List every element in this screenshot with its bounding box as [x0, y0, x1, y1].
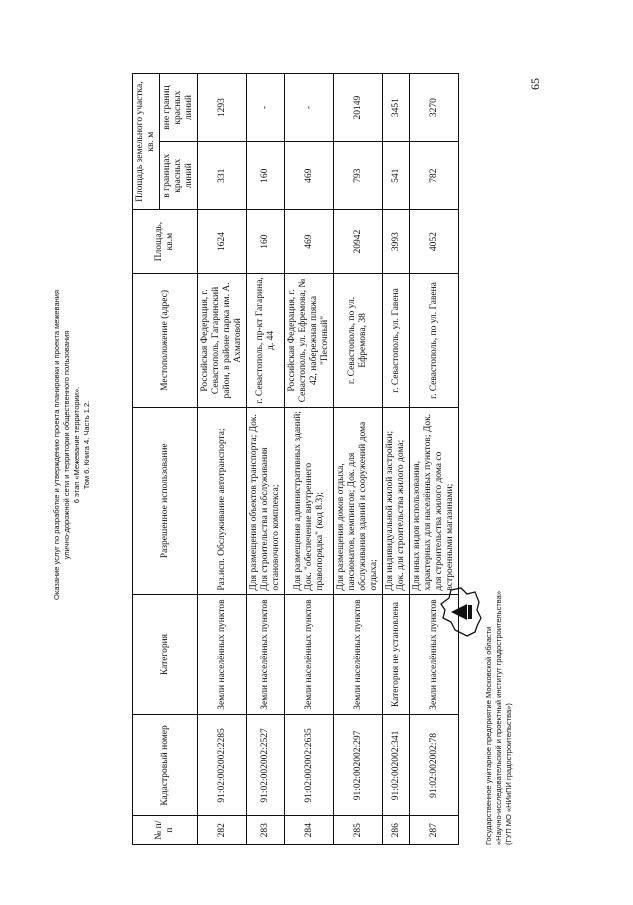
header-line: улично-дорожной сети и территории общественного пользования: [62, 330, 71, 560]
header-area-plot: Площадь земельного участка, кв. м: [133, 74, 160, 210]
cell-cadastral: 91:02:002002:341: [383, 715, 410, 816]
header-area: Площадь, кв.м: [133, 210, 198, 274]
document-footer: [484, 591, 514, 845]
cell-area: 3993: [383, 210, 410, 274]
cell-within: 541: [383, 142, 410, 210]
header-line: 6 этап «Межевание территории».: [72, 386, 81, 504]
cell-cadastral: 91:02:002002:2527: [247, 715, 285, 816]
cell-location: Российская Федерация, г. Севастополь, ул. Ефремова, № 42, набережная пляжа "Песочный": [285, 273, 334, 407]
table-row: [410, 74, 459, 845]
header-line: Оказание услуг по разработке и утверждению проекта планировки и проекта межевания: [52, 289, 61, 601]
cell-num: 282: [198, 816, 247, 845]
cell-permitted-use: Для размещения административных зданий; Док. "обеспечение внутреннего правопорядка" (код 8.3);: [285, 407, 334, 594]
cell-category: Категория не установлена: [383, 594, 410, 715]
cell-outside: 3451: [383, 74, 410, 142]
cell-category: Земли населённых пунктов: [334, 594, 383, 715]
cell-area: 20942: [334, 210, 383, 274]
table-row: [247, 74, 285, 845]
header-category: Категория: [133, 594, 198, 715]
cell-permitted-use: Для индивидуальной жилой застройки; Док. для строительства жилого дома;: [383, 407, 410, 594]
cell-cadastral: 91:02:002002:78: [410, 715, 459, 816]
footer-line: «Научно-исследовательский и проектный институт градостроительства»: [494, 591, 503, 845]
cell-cadastral: 91:02:002002:2285: [198, 715, 247, 816]
cell-outside: 3270: [410, 74, 459, 142]
cell-permitted-use: Для размещения домов отдыха, пансионатов, кемпингов; Док. для обслуживания зданий и сооружений дома отдыха;: [334, 407, 383, 594]
parcels-table: [132, 73, 459, 845]
table-row: [383, 74, 410, 845]
header-line: Том 6. Книга 4. Часть 1.2.: [82, 400, 91, 490]
footer-line: (ГУП МО «НИиПИ градостроительства»): [504, 703, 513, 845]
cell-cadastral: 91:02:002002:297: [334, 715, 383, 816]
cell-area: 4052: [410, 210, 459, 274]
cell-location: г. Севастополь, по ул. Гавена: [410, 273, 459, 407]
cell-num: 286: [383, 816, 410, 845]
document-header: [52, 185, 92, 705]
cell-outside: 20149: [334, 74, 383, 142]
cell-num: 287: [410, 816, 459, 845]
page-number: 65: [528, 78, 542, 90]
cell-cadastral: 91:02:002002:2635: [285, 715, 334, 816]
cell-category: Земли населённых пунктов: [410, 594, 459, 715]
table-row: [198, 74, 247, 845]
cell-location: г. Севастополь, по ул. Ефремова, 38: [334, 273, 383, 407]
cell-permitted-use: Для иных видов использования, характерных для населённых пунктов; Док. для строительства жилого дома со встроенными магазинами;: [410, 407, 459, 594]
cell-num: 284: [285, 816, 334, 845]
cell-num: 283: [247, 816, 285, 845]
cell-location: Российская Федерация, г. Севастополь, Гагаринский район, в районе парка им. А. Ахматовой: [198, 273, 247, 407]
cell-location: г. Севастополь, пр-кт Гагарина, д. 44: [247, 273, 285, 407]
cell-category: Земли населённых пунктов: [247, 594, 285, 715]
header-num: № п/п: [133, 816, 198, 845]
cell-category: Земли населённых пунктов: [285, 594, 334, 715]
table-row: [285, 74, 334, 845]
cell-within: 793: [334, 142, 383, 210]
cell-num: 285: [334, 816, 383, 845]
cell-within: 469: [285, 142, 334, 210]
header-location: Местоположение (адрес): [133, 273, 198, 407]
cell-within: 160: [247, 142, 285, 210]
cell-area: 469: [285, 210, 334, 274]
footer-line: Государственное унитарное предприятие Московской области: [484, 626, 493, 845]
cell-area: 1624: [198, 210, 247, 274]
header-cadastral: Кадастровый номер: [133, 715, 198, 816]
cell-permitted-use: Для размещения объектов транспорта; Док. Для строительства и обслуживания остановочного комплекса;: [247, 407, 285, 594]
cell-outside: 1293: [198, 74, 247, 142]
table-row: [334, 74, 383, 845]
header-within: в границах красных линий: [160, 142, 198, 210]
cell-within: 331: [198, 142, 247, 210]
cell-location: г. Севастополь, ул. Гавена: [383, 273, 410, 407]
header-outside: вне границ красных линий: [160, 74, 198, 142]
cell-outside: -: [285, 74, 334, 142]
institute-logo: [437, 584, 485, 640]
cell-within: 782: [410, 142, 459, 210]
rotated-page: [52, 55, 522, 845]
cell-area: 160: [247, 210, 285, 274]
cell-outside: -: [247, 74, 285, 142]
header-permitted-use: Разрешенное использование: [133, 407, 198, 594]
cell-permitted-use: Раз.исп. Обслуживание автотранспорта;: [198, 407, 247, 594]
cell-category: Земли населённых пунктов: [198, 594, 247, 715]
